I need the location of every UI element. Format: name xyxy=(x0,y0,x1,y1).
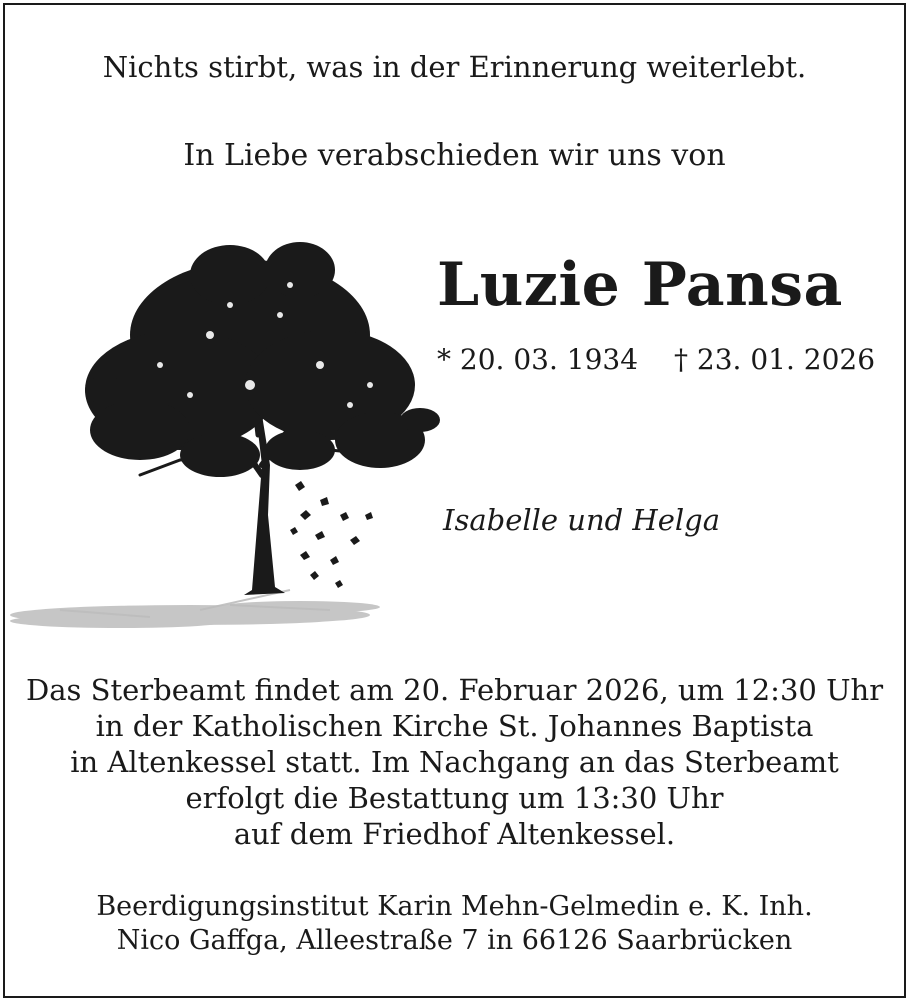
death-date: † 23. 01. 2026 xyxy=(674,343,876,376)
service-notice-line: in der Katholischen Kirche St. Johannes Baptista xyxy=(95,709,814,743)
undertaker-line: Nico Gaffga, Alleestraße 7 in 66126 Saarbrücken xyxy=(116,925,793,956)
falling-leaves xyxy=(290,481,373,588)
service-notice-line: auf dem Friedhof Altenkessel. xyxy=(233,817,676,851)
tree-shadow xyxy=(10,601,380,628)
service-notice xyxy=(0,672,909,852)
tree-illustration xyxy=(0,215,460,645)
service-notice-line: erfolgt die Bestattung um 13:30 Uhr xyxy=(185,781,724,815)
life-dates xyxy=(437,343,875,376)
birth-date: * 20. 03. 1934 xyxy=(437,343,639,376)
service-notice-line: in Altenkessel statt. Im Nachgang an das Sterbeamt xyxy=(70,745,839,779)
deceased-name: Luzie Pansa xyxy=(437,250,843,320)
undertaker-line: Beerdigungsinstitut Karin Mehn-Gelmedin e. K. Inh. xyxy=(96,891,813,922)
undertaker-info xyxy=(0,890,909,958)
motto: Nichts stirbt, was in der Erinnerung weiterlebt. xyxy=(102,50,807,84)
mourners: Isabelle und Helga xyxy=(443,503,721,537)
intro-line: In Liebe verabschieden wir uns von xyxy=(183,138,726,173)
service-notice-line: Das Sterbeamt findet am 20. Februar 2026, um 12:30 Uhr xyxy=(25,673,884,707)
